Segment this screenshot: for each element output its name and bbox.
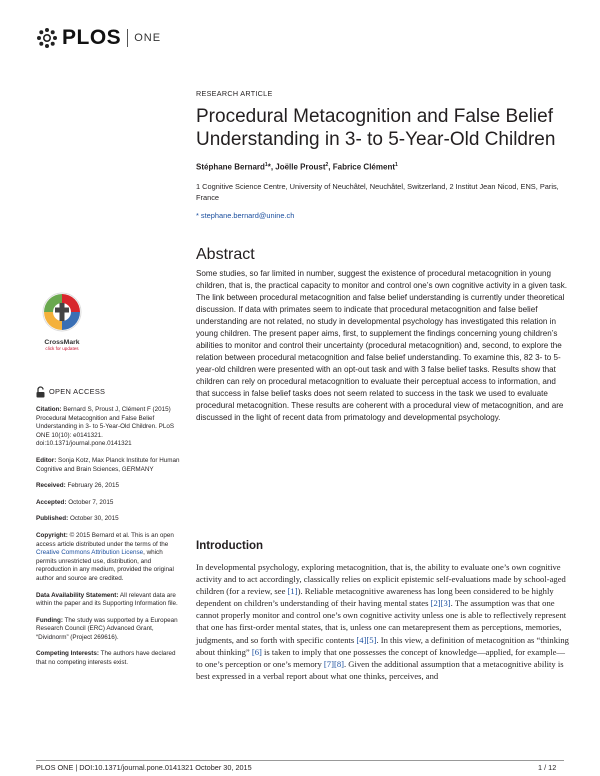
- author-affil-sup: 1: [264, 162, 268, 168]
- footer-divider: [36, 760, 564, 761]
- journal-brand: PLOS: [62, 26, 122, 49]
- editor-text: Sonja Kotz, Max Planck Institute for Human Cognitive and Brain Sciences, GERMANY: [36, 456, 180, 473]
- author-name[interactable]: Stéphane Bernard: [196, 162, 265, 172]
- citation-text: Bernard S, Proust J, Clément F (2015) Procedural Metacognition and False Belief Understanding in 3- to 5-Year-Old Children. PLoS ONE 10(10): e0141321. doi:10.1371/journal.pone.0141321: [36, 406, 175, 448]
- copyright-block: [36, 532, 184, 584]
- open-access: [36, 386, 184, 398]
- citation-label: Citation:: [36, 406, 62, 413]
- corresponding-mark: *: [267, 162, 271, 172]
- author-list: Stéphane Bernard$^1$*, Joëlle Proust$^2$, Fabrice Clément$^1$: [196, 162, 398, 172]
- intro-text-segment: In developmental psychology, exploring metacognition, that is, the ability to evaluate one’s own cognitive activity and to act accordingly, classically relies on explicit epistemic self-evaluations made by school-aged children (for a review, see: [196, 562, 566, 597]
- journal-logo: [36, 26, 161, 50]
- open-lock-icon: [36, 386, 45, 398]
- competing-interests-label: Competing Interests:: [36, 650, 99, 658]
- editor-block: [36, 457, 184, 474]
- received-date: February 26, 2015: [67, 482, 119, 490]
- plos-logo-icon: [36, 27, 58, 49]
- article-type: RESEARCH ARTICLE: [196, 89, 273, 98]
- page-number: 1 / 12: [538, 763, 557, 772]
- citation-ref[interactable]: [7]: [323, 658, 334, 669]
- received-label: Received:: [36, 482, 66, 490]
- author-affil-sup: 2: [325, 162, 329, 168]
- citation-ref[interactable]: [2]: [430, 598, 441, 609]
- accepted-date: October 7, 2015: [68, 498, 114, 506]
- article-title: Procedural Metacognition and False Belief Understanding in 3- to 5-Year-Old Children: [196, 106, 556, 150]
- data-availability-text: All relevant data are within the paper and its Supporting Information file.: [36, 591, 178, 608]
- crossmark-sub: click for updates: [45, 346, 79, 351]
- intro-text-segment: ). Reliable metacognitive awareness has long been considered to be highly dependent on children’s understanding of their having mental states: [196, 586, 554, 609]
- data-availability-block: [36, 592, 184, 609]
- received-block: [36, 482, 184, 491]
- copyright-text: © 2015 Bernard et al. This is an open access article distributed under the terms of the: [36, 531, 174, 548]
- crossmark-label: CrossMark: [44, 339, 80, 346]
- logo-divider: [127, 29, 128, 47]
- citation-ref[interactable]: [5]: [366, 634, 377, 645]
- corresponding-email[interactable]: * stephane.bernard@unine.ch: [196, 211, 295, 220]
- open-access-label: OPEN ACCESS: [49, 386, 106, 396]
- introduction-heading: Introduction: [196, 540, 264, 552]
- citation-ref[interactable]: [1]: [287, 586, 298, 597]
- journal-name: ONE: [134, 32, 162, 44]
- affiliations: 1 Cognitive Science Centre, University of Neuchâtel, Neuchâtel, Switzerland, 2 Institut Jean Nicod, ENS, Paris, France: [196, 182, 559, 202]
- published-date: October 30, 2015: [69, 515, 119, 523]
- intro-text-segment: . Given the additional assumption that a metacognitive ability is best expressed in a verbal report about what one thinks, perceives, and: [196, 658, 564, 681]
- funding-text: The study was supported by a European Research Council (ERC) Advanced Grant, “Dividnorm” (Project 269616).: [36, 616, 178, 641]
- author-name[interactable]: Joëlle Proust: [275, 162, 326, 172]
- author-name[interactable]: Fabrice Clément: [332, 162, 395, 172]
- accepted-block: [36, 499, 184, 508]
- abstract-heading: Abstract: [196, 246, 255, 263]
- crossmark-badge[interactable]: [38, 292, 86, 351]
- introduction-text: [196, 561, 570, 682]
- intro-text-segment: . In this view, a definition of metacognition as “thinking about thinking”: [196, 634, 569, 657]
- author-affil-sup: 1: [395, 162, 398, 168]
- citation-ref[interactable]: [6]: [251, 646, 262, 657]
- copyright-label: Copyright:: [36, 531, 68, 539]
- funding-label: Funding:: [36, 616, 63, 624]
- published-label: Published:: [36, 515, 69, 523]
- accepted-label: Accepted:: [36, 498, 67, 506]
- copyright-text-end: , which permits unrestricted use, distribution, and reproduction in any medium, provided the original author and source are credited.: [36, 549, 174, 582]
- article-sidebar: [36, 386, 184, 676]
- citation-block: [36, 406, 184, 449]
- license-link[interactable]: Creative Commons Attribution License: [36, 549, 144, 557]
- competing-interests-block: [36, 650, 184, 667]
- citation-ref[interactable]: [4]: [356, 634, 367, 645]
- competing-interests-text: The authors have declared that no competing interests exist.: [36, 650, 176, 667]
- data-availability-label: Data Availability Statement:: [36, 591, 119, 599]
- published-block: [36, 515, 184, 524]
- citation-ref[interactable]: [3]: [440, 598, 451, 609]
- citation-ref[interactable]: [8]: [333, 658, 344, 669]
- abstract-text: Some studies, so far limited in number, suggest the existence of procedural metacognition in young children, that is, the practical capacity to monitor and control one’s own cognitive activity in a given task. The link between procedural metacognition and false belief understanding is currently under theoretical discussion. If data with primates seem to indicate that procedural metacognition and false belief understanding are not related, no study in developmental psychology has investigated this relation in young children. The present paper aims, first, to supplement the findings concerning young children’s abilities to monitor and control their uncertainty (procedural metacognition) and, second, to explore the relation between procedural metacognition and false belief understanding. To examine this, 82 3- to 5-year-old children were presented with an opt-out task and with 3 false belief tasks. Results show that children can rely on procedural metacognition to evaluate their perceptual access to information, and that success in false belief tasks does not seem related to success in the task we used to evaluate procedural metacognition. These results are coherent with a procedural view of metacognition, and are discussed in the light of recent data from primatology and developmental psychology.: [196, 269, 568, 422]
- intro-text-segment: is taken to imply that one possesses the concept of knowledge—applied, for example—to one’s perception or one’s memory: [196, 646, 565, 669]
- footer-citation: PLOS ONE | DOI:10.1371/journal.pone.0141321 October 30, 2015: [36, 763, 252, 772]
- crossmark-icon: [42, 292, 82, 332]
- editor-label: Editor:: [36, 456, 57, 464]
- funding-block: [36, 617, 184, 643]
- intro-text-segment: . The assumption was that one cannot properly monitor and control one’s own cognitive activity unless one is able to reflectively represent that one has first-order mental states, that is, unless one can metarepresent them as perceptions, memories, judgments, and so forth with specific contents: [196, 598, 567, 645]
